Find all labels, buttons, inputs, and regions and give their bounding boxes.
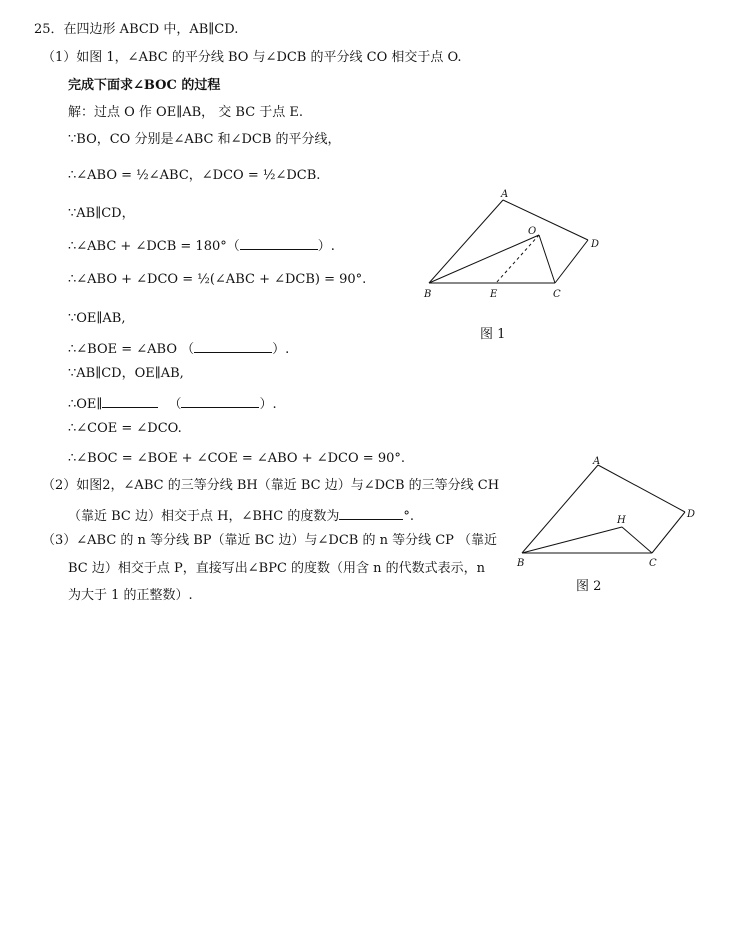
figure-1-caption: 图 1	[480, 327, 506, 342]
label-d: D	[591, 239, 600, 250]
segment-ab	[429, 200, 503, 283]
segment-dc	[555, 240, 588, 283]
figure-2-caption: 图 2	[576, 579, 602, 594]
label-a: A	[501, 189, 509, 200]
answer-blank-3[interactable]	[102, 393, 158, 408]
label-b: B	[424, 289, 432, 300]
part2-line1: （2）如图2，∠ABC 的三等分线 BH（靠近 BC 边）与∠DCB 的三等分线 CH	[42, 478, 500, 493]
part3-line2: BC 边）相交于点 P，直接写出∠BPC 的度数（用含 n 的代数式表示，n	[68, 561, 486, 576]
label-o: O	[528, 226, 537, 237]
step-8-text: ∴∠BOE = ∠ABO （	[68, 342, 195, 357]
label-b: B	[517, 558, 525, 569]
label-c: C	[553, 289, 561, 300]
label-a: A	[593, 456, 601, 467]
segment-ch	[622, 527, 652, 553]
part1-intro: （1）如图 1，∠ABC 的平分线 BO 与∠DCB 的平分线 CO 相交于点 O.	[42, 50, 462, 65]
step-5-tail: ）.	[317, 239, 335, 254]
answer-blank-2[interactable]	[194, 338, 272, 353]
step-11: ∴∠COE = ∠DCO.	[68, 421, 182, 436]
step-12: ∴∠BOC = ∠BOE + ∠COE = ∠ABO + ∠DCO = 90°.	[68, 451, 405, 466]
part2-line2-tail: °.	[403, 509, 414, 524]
step-10-text: ∴OE∥	[68, 397, 103, 412]
answer-blank-1[interactable]	[240, 235, 318, 250]
figure-2	[510, 455, 700, 575]
segment-ad	[598, 465, 685, 512]
label-c: C	[649, 558, 657, 569]
step-2: ∵BO，CO 分别是∠ABC 和∠DCB 的平分线，	[68, 132, 341, 147]
figure-1	[415, 185, 615, 305]
segment-ab	[522, 465, 598, 553]
part2-line2-text: （靠近 BC 边）相交于点 H，∠BHC 的度数为	[68, 509, 340, 524]
step-8	[68, 338, 289, 359]
step-6: ∴∠ABO + ∠DCO = ½(∠ABC + ∠DCB) = 90°.	[68, 272, 367, 287]
label-e: E	[490, 289, 498, 300]
step-10-mid: （	[168, 397, 182, 412]
segment-ad	[503, 200, 588, 240]
segment-co	[539, 235, 555, 283]
step-8-tail: ）.	[272, 342, 290, 357]
part2-line2	[68, 505, 414, 526]
segment-bo	[429, 235, 539, 283]
problem-header: 25．在四边形 ABCD 中，AB∥CD.	[34, 22, 239, 37]
step-5-text: ∴∠ABC + ∠DCB = 180°（	[68, 239, 240, 254]
step-5	[68, 235, 335, 256]
answer-blank-4[interactable]	[181, 393, 259, 408]
step-9: ∵AB∥CD，OE∥AB,	[68, 366, 184, 381]
segment-bh	[522, 527, 622, 553]
step-1: 解：过点 O 作 OE∥AB， 交 BC 于点 E.	[68, 105, 304, 120]
part3-line3: 为大于 1 的正整数）.	[68, 588, 193, 603]
step-3: ∴∠ABO = ½∠ABC，∠DCO = ½∠DCB.	[68, 168, 321, 183]
segment-oe-dashed	[496, 235, 539, 283]
label-h: H	[617, 515, 626, 526]
step-10	[68, 393, 277, 414]
step-10-tail: ）.	[259, 397, 277, 412]
label-d: D	[687, 509, 696, 520]
segment-dc	[652, 512, 685, 553]
step-4: ∵AB∥CD，	[68, 206, 135, 221]
part3-line1: （3）∠ABC 的 n 等分线 BP（靠近 BC 边）与∠DCB 的 n 等分线 CP （靠近	[42, 533, 498, 548]
step-7: ∵OE∥AB,	[68, 311, 126, 326]
part1-task: 完成下面求∠BOC 的过程	[68, 78, 221, 93]
answer-blank-5[interactable]	[339, 505, 403, 520]
